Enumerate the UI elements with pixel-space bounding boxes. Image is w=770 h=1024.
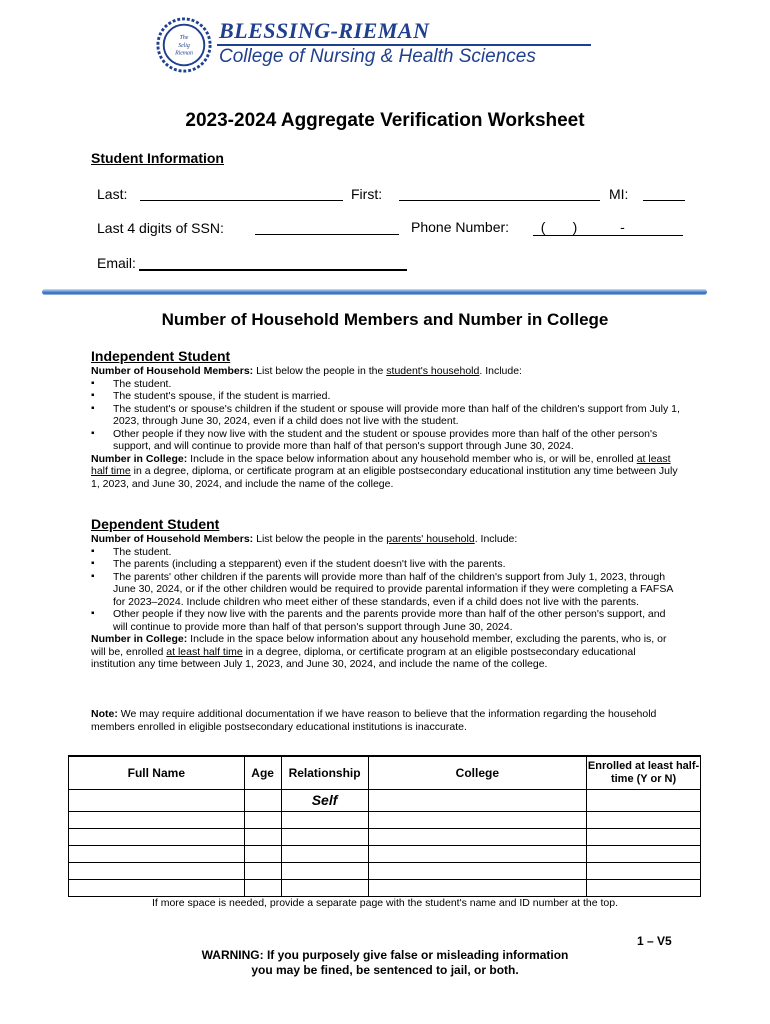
warning-line-2: you may be fined, be sentenced to jail, or both. [251, 963, 519, 977]
ssn-field[interactable] [255, 234, 399, 235]
list-item: ▪ The parents' other children if the parents will provide more than half of the children's support from July 1, 2023, through June 30, 2024, or if the other children would be required to provide parental information if they were completing a FAFSA for 2023–2024. Include children who meet either of these standards, even if a child does not live with the parents. [91, 571, 681, 609]
cell-name[interactable] [69, 828, 245, 845]
page-version: 1 – V5 [637, 934, 672, 948]
college-seal-icon [155, 16, 213, 74]
dependent-college-text: Number in College: Include in the space below information about any household member, excluding the parents, who is, or will be, enrolled at least half time in a degree, diploma, or certificate program at an eligible postsecondary educational institution any time between July 1, 2023, and June 30, 2024, and include the name of the college. [91, 633, 667, 670]
independent-members-intro: Number of Household Members: List below the people in the student's household. Include: [91, 365, 522, 377]
cell-college[interactable] [368, 811, 587, 828]
warning-text [0, 948, 770, 978]
table-row [69, 828, 701, 845]
self-relationship: Self [281, 789, 368, 811]
email-label: Email: [97, 255, 136, 271]
table-row [69, 862, 701, 879]
cell-age[interactable] [244, 879, 281, 896]
cell-name[interactable] [69, 862, 245, 879]
college-logo [155, 14, 605, 74]
ssn-label: Last 4 digits of SSN: [97, 220, 224, 236]
cell-age[interactable] [244, 845, 281, 862]
household-table [68, 755, 701, 897]
cell-name[interactable] [69, 879, 245, 896]
college-subtitle: College of Nursing & Health Sciences [219, 46, 536, 67]
dependent-members-intro: Number of Household Members: List below the people in the parents' household. Include: [91, 533, 518, 545]
cell-age[interactable] [244, 828, 281, 845]
cell-relationship[interactable] [281, 879, 368, 896]
last-name-field[interactable] [140, 200, 343, 201]
first-name-field[interactable] [399, 200, 600, 201]
list-item: ▪ The student. [91, 378, 681, 391]
cell-college[interactable] [368, 862, 587, 879]
warning-line-1: WARNING: If you purposely give false or misleading information [201, 948, 569, 962]
dependent-bullets [91, 546, 681, 634]
cell-name[interactable] [69, 789, 245, 811]
cell-age[interactable] [244, 789, 281, 811]
table-row [69, 845, 701, 862]
cell-age[interactable] [244, 862, 281, 879]
seal-text-3: Rieman [175, 50, 193, 57]
cell-age[interactable] [244, 811, 281, 828]
list-item: ▪ The student's spouse, if the student is married. [91, 390, 681, 403]
list-item: ▪ The student. [91, 546, 681, 559]
independent-heading: Independent Student [91, 348, 231, 364]
college-name: BLESSING-RIEMAN [219, 18, 430, 43]
mi-field[interactable] [643, 200, 685, 201]
last-name-label: Last: [97, 186, 128, 202]
header-full-name: Full Name [69, 756, 245, 789]
cell-enrolled[interactable] [587, 789, 701, 811]
cell-enrolled[interactable] [587, 845, 701, 862]
header-age: Age [244, 756, 281, 789]
section-divider-bar [42, 289, 707, 295]
table-row [69, 789, 701, 811]
cell-relationship[interactable] [281, 845, 368, 862]
header-college: College [368, 756, 587, 789]
cell-relationship[interactable] [281, 862, 368, 879]
mi-label: MI: [609, 186, 629, 202]
phone-field[interactable]: ( ) - [533, 219, 683, 236]
header-enrolled: Enrolled at least half-time (Y or N) [587, 756, 701, 789]
table-row [69, 811, 701, 828]
page-title: 2023-2024 Aggregate Verification Worksheet [185, 110, 585, 131]
first-name-label: First: [351, 186, 383, 202]
seal-text-1: The [179, 35, 189, 42]
cell-college[interactable] [368, 845, 587, 862]
note-paragraph: Note: We may require additional documentation if we have reason to believe that the information regarding the household members enrolled in eligible postsecondary educational institutions is inaccurate. [91, 708, 657, 733]
cell-college[interactable] [368, 789, 587, 811]
table-header-row [69, 756, 701, 789]
table-row [69, 879, 701, 896]
list-item: ▪ Other people if they now live with the student and the student or spouse provides more than half of the other person's support, and will continue to provide more than half of that person's support through June 30, 2024. [91, 428, 681, 453]
independent-college-text: Number in College: Include in the space below information about any household member who is, or will be, enrolled at least half time in a degree, diploma, or certificate program at an eligible postsecondary educational institution any time between July 1, 2023, and June 30, 2024, and include the name of the college. [91, 452, 678, 490]
cell-name[interactable] [69, 811, 245, 828]
cell-college[interactable] [368, 879, 587, 896]
cell-relationship[interactable] [281, 811, 368, 828]
cell-enrolled[interactable] [587, 811, 701, 828]
list-item: ▪ The student's or spouse's children if the student or spouse will provide more than half of the children's support from July 1, 2023, through June 30, 2024, even if a child does not live with the student. [91, 403, 681, 428]
student-info-heading: Student Information [91, 150, 224, 166]
cell-enrolled[interactable] [587, 828, 701, 845]
cell-relationship[interactable] [281, 828, 368, 845]
more-space-note: If more space is needed, provide a separate page with the student's name and ID number at the top. [151, 897, 619, 909]
dependent-student-section [91, 516, 681, 671]
independent-bullets [91, 378, 681, 453]
cell-enrolled[interactable] [587, 879, 701, 896]
list-item: ▪ The parents (including a stepparent) even if the student doesn't live with the parents. [91, 558, 681, 571]
seal-text-2: Selig [178, 42, 190, 49]
list-item: ▪ Other people if they now live with the parents and the parents provide more than half of the other person's support, and will continue to provide more than half of that person's support through June 30, 2024. [91, 608, 681, 633]
cell-college[interactable] [368, 828, 587, 845]
email-field[interactable] [139, 269, 407, 271]
phone-label: Phone Number: [411, 219, 510, 235]
header-relationship: Relationship [281, 756, 368, 789]
household-heading: Number of Household Members and Number in College [161, 310, 609, 329]
cell-name[interactable] [69, 845, 245, 862]
cell-enrolled[interactable] [587, 862, 701, 879]
dependent-heading: Dependent Student [91, 516, 220, 532]
independent-student-section [91, 348, 681, 490]
